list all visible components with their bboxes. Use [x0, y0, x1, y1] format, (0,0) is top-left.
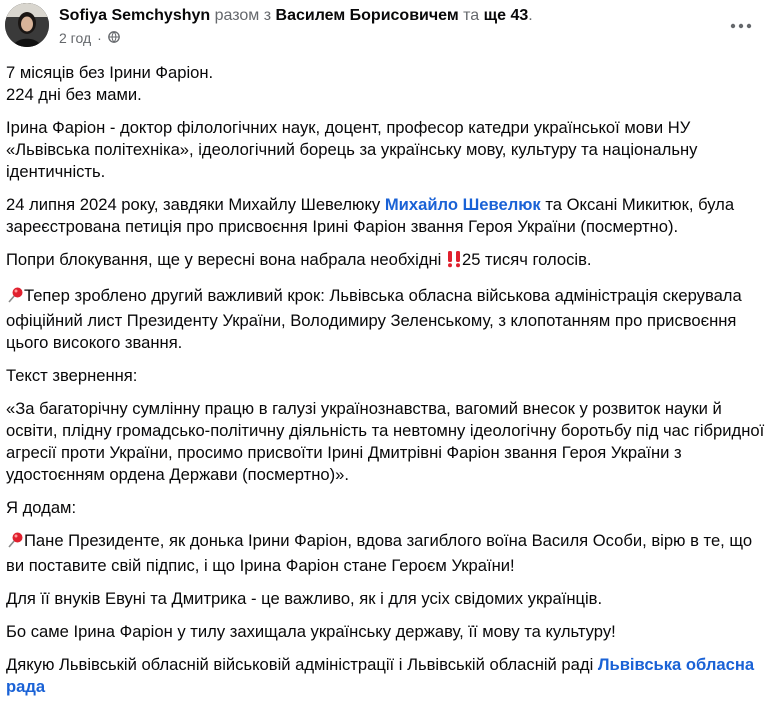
line-months: 7 місяців без Ірини Фаріон.	[6, 63, 214, 82]
p3-text-b: та Оксані Микитюк, була зареєстрована петиція про присвоєння Ірині Фаріон звання Героя України (посмертно).	[6, 195, 735, 236]
p4-text-a: Попри блокування, ще у вересні вона набрала необхідні	[6, 250, 446, 269]
p9-text: Пане Президенте, як донька Ірини Фаріон, вдова загиблого воїна Василя Особи, вірю в те, що ви поставите свій підпис, і що Ірина Фаріон стане Героєм України!	[6, 531, 753, 575]
meta-dot: ·	[97, 30, 102, 46]
paragraph-6: Текст звернення:	[6, 366, 138, 385]
author-line	[59, 7, 533, 25]
paragraph-2: Ірина Фаріон - доктор філологічних наук, доцент, професор катедри української мови НУ «Львівська політехніка», ідеологічний борець за українську мову, культуру та національну ідентичність.	[6, 118, 698, 181]
post-time[interactable]: 2 год	[59, 30, 92, 46]
p4-text-b: 25 тисяч голосів.	[461, 250, 592, 269]
more-horizontal-icon	[730, 16, 752, 34]
paragraph-1	[6, 62, 768, 106]
paragraph-9	[6, 530, 768, 577]
line-days: 224 дні без мами.	[6, 85, 142, 104]
tagged-person-link[interactable]: Василем Борисовичем	[275, 7, 459, 24]
double-exclamation-icon	[446, 250, 462, 274]
paragraph-11: Бо саме Ірина Фаріон у тилу захищала українську державу, її мову та культуру!	[6, 622, 616, 641]
others-link[interactable]: ще 43	[483, 7, 529, 24]
paragraph-4	[6, 249, 768, 274]
paragraph-5	[6, 285, 768, 354]
author-avatar[interactable]	[5, 3, 49, 47]
round-pushpin-icon	[6, 531, 24, 555]
p3-text-a: 24 липня 2024 року, завдяки Михайлу Шевелюку	[6, 195, 385, 214]
more-options-button[interactable]	[727, 11, 755, 39]
author-name[interactable]: Sofiya Semchyshyn	[59, 7, 211, 24]
mention-mykhailo-shevelyuk[interactable]: Михайло Шевелюк	[384, 195, 541, 214]
globe-icon	[108, 30, 120, 46]
p5-text: Тепер зроблено другий важливий крок: Львівська обласна військова адміністрація скерувала офіційний лист Президенту України, Володимиру Зеленському, з клопотанням про присвоєння цього високого звання.	[6, 286, 742, 352]
period: .	[528, 7, 533, 24]
and-text: та	[463, 7, 480, 24]
p12-text: Дякую Львівській обласній військовій адміністрації і Львівській обласній раді	[6, 655, 598, 674]
paragraph-7: «За багаторічну сумлінну працю в галузі українознавства, вагомий внесок у розвиток науки й освіти, плідну громадсько-політичну діяльність та невтомну ідеологічну боротьбу під час гібридної агресії проти України, просимо присвоїти Ірині Дмитрівні Фаріон звання Героя України з удостоєнням ордена Держави (посмертно)».	[6, 399, 765, 484]
round-pushpin-icon	[6, 286, 24, 310]
paragraph-8: Я додам:	[6, 498, 77, 517]
with-text: разом з	[214, 7, 272, 24]
post-header	[0, 0, 779, 56]
mention-lviv-regional-council[interactable]: Львівська обласна рада	[6, 655, 755, 696]
paragraph-12	[6, 654, 768, 698]
paragraph-3	[6, 194, 768, 238]
paragraph-10: Для її внуків Евуні та Дмитрика - це важливо, як і для усіх свідомих українців.	[6, 589, 603, 608]
post-meta	[59, 30, 120, 46]
post-body	[6, 62, 768, 709]
